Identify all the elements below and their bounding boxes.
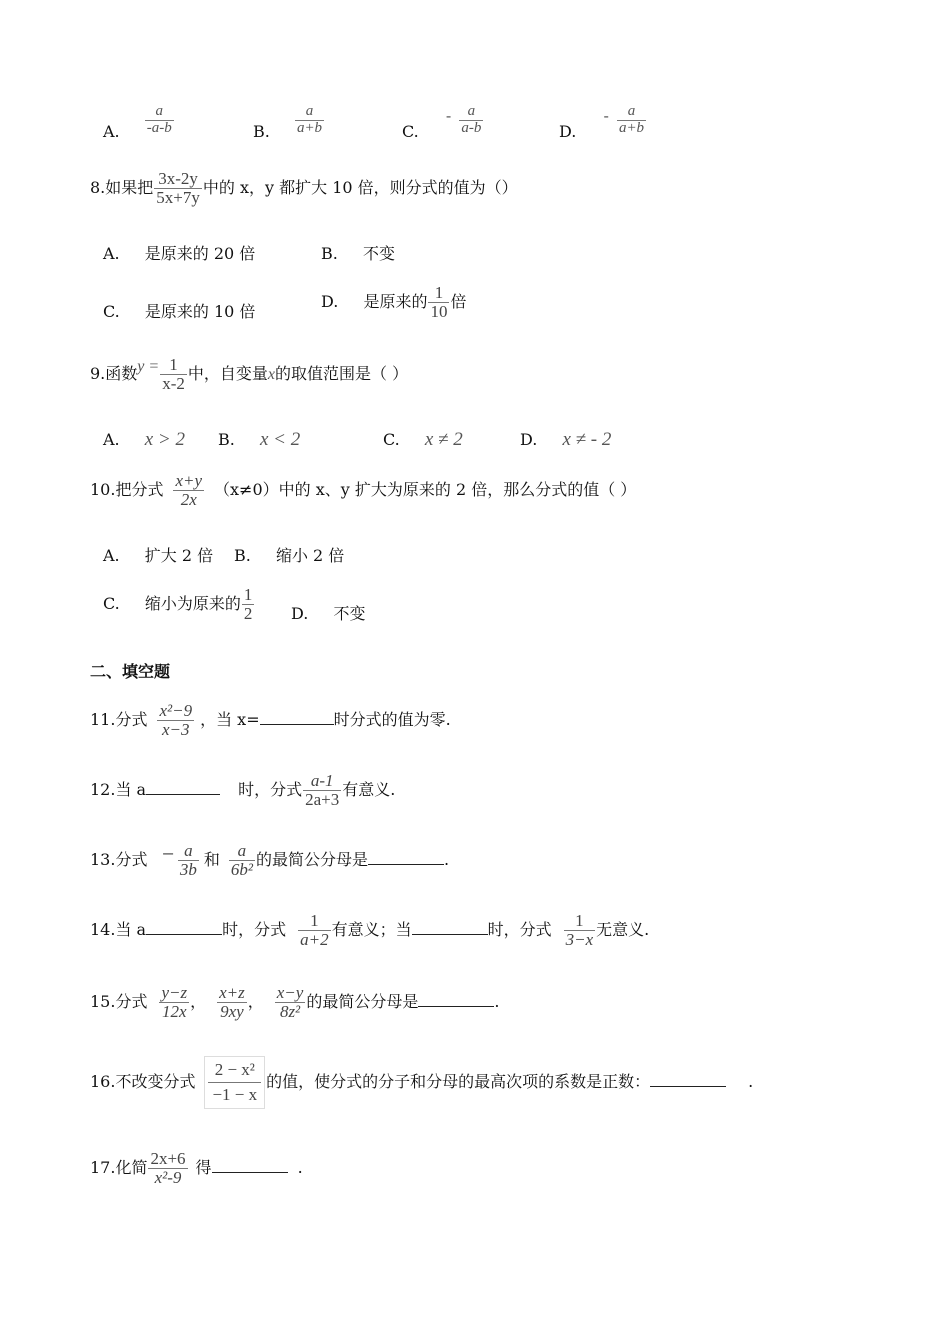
minus-sign: − xyxy=(161,843,175,863)
fraction xyxy=(148,1150,187,1187)
answer-blank[interactable] xyxy=(412,920,488,935)
fraction xyxy=(459,104,483,137)
numerator: 1 xyxy=(434,283,444,302)
variable-x: x xyxy=(267,365,275,383)
question-15 xyxy=(90,984,499,1021)
option-label: B. xyxy=(234,546,251,565)
option-label: D. xyxy=(291,604,309,623)
option-label: C. xyxy=(402,121,419,141)
question-text: 8.如果把 xyxy=(90,177,154,197)
question-9 xyxy=(90,356,408,393)
q10-option-c xyxy=(103,586,255,623)
question-text: 时，分式 xyxy=(487,919,552,939)
option-text: 不变 xyxy=(362,244,395,263)
question-text: 14.当 a xyxy=(90,919,147,939)
fraction xyxy=(154,170,202,207)
numerator: x−y xyxy=(276,983,304,1002)
question-11 xyxy=(90,702,451,739)
q7-option-d xyxy=(559,103,647,141)
fraction xyxy=(295,104,324,137)
question-text: 9.函数 xyxy=(90,363,138,383)
numerator: 2 − x² xyxy=(214,1060,255,1079)
q9-option-b xyxy=(218,430,300,449)
numerator: x²−9 xyxy=(159,701,193,720)
numerator: a xyxy=(467,103,476,119)
q7-option-a xyxy=(103,103,175,141)
numerator: x+z xyxy=(219,983,245,1002)
q8-option-c xyxy=(103,304,255,320)
question-text: 时，分式 xyxy=(238,779,303,799)
minus-sign: - xyxy=(445,105,452,125)
q10-option-b xyxy=(234,548,344,564)
numerator: a xyxy=(184,841,193,860)
option-text: 是原来的 20 倍 xyxy=(144,244,256,263)
question-10 xyxy=(90,472,636,509)
denominator: 2a+3 xyxy=(305,789,340,809)
numerator: a xyxy=(305,103,314,119)
question-text: 中的 x，y 都扩大 10 倍，则分式的值为（） xyxy=(202,177,518,197)
fraction xyxy=(204,1056,265,1109)
denominator: -a-b xyxy=(146,119,172,136)
question-14 xyxy=(90,912,649,949)
question-12 xyxy=(90,772,395,809)
fraction xyxy=(303,772,341,809)
question-text: 得 xyxy=(195,1157,212,1177)
question-text: 11.分式 xyxy=(90,709,148,729)
denominator: a+b xyxy=(618,119,645,136)
option-label: A. xyxy=(103,430,120,449)
fraction xyxy=(145,104,174,137)
q10-option-d xyxy=(291,606,365,622)
denominator: a-b xyxy=(461,119,482,136)
question-text: 的最简公分母是 xyxy=(306,991,419,1011)
q9-option-a xyxy=(103,430,185,449)
question-text: 12.当 a xyxy=(90,779,147,799)
q8-option-b xyxy=(321,246,395,262)
fraction xyxy=(217,984,247,1021)
option-text: 是原来的 10 倍 xyxy=(144,302,256,321)
numerator: 1 xyxy=(243,585,253,604)
y-equals: y = xyxy=(137,357,160,375)
option-math: x ≠ - 2 xyxy=(562,429,612,450)
denominator: x-2 xyxy=(162,373,185,393)
q9-option-d xyxy=(520,430,611,449)
option-math: x ≠ 2 xyxy=(424,429,463,450)
q7-option-b xyxy=(253,103,325,141)
q10-option-a xyxy=(103,548,213,564)
question-text: 时，分式 xyxy=(222,919,287,939)
fraction xyxy=(160,356,187,393)
question-text: 的最简公分母是 xyxy=(255,849,368,869)
answer-blank[interactable] xyxy=(418,992,494,1007)
question-17 xyxy=(90,1150,303,1187)
question-text: 的取值范围是（ ） xyxy=(274,363,409,383)
option-text: 缩小 2 倍 xyxy=(275,546,345,565)
question-text: 和 xyxy=(203,849,220,869)
question-text: ，当 x= xyxy=(200,709,260,729)
question-text: 无意义. xyxy=(596,919,650,939)
question-text: 10.把分式 xyxy=(90,479,164,499)
option-label: A. xyxy=(103,546,120,565)
denominator: 8z² xyxy=(275,1002,306,1021)
numerator: x+y xyxy=(175,471,203,490)
fraction xyxy=(275,984,306,1021)
q7-option-c xyxy=(402,103,484,141)
answer-blank[interactable] xyxy=(368,850,444,865)
question-text: . xyxy=(444,849,450,869)
option-label: D. xyxy=(321,291,339,311)
fraction xyxy=(173,472,204,509)
question-text: （x≠0）中的 x、y 扩大为原来的 2 倍，那么分式的值（ ） xyxy=(214,479,637,499)
denominator: 12x xyxy=(159,1002,189,1021)
option-math: x < 2 xyxy=(259,429,301,450)
minus-sign: - xyxy=(603,105,609,125)
fraction xyxy=(157,702,194,739)
numerator: a-1 xyxy=(310,771,334,790)
option-text: 倍 xyxy=(450,291,467,311)
option-label: A. xyxy=(103,121,120,141)
option-label: C. xyxy=(103,302,120,321)
denominator: −1 − x xyxy=(208,1082,261,1106)
numerator: 1 xyxy=(310,911,319,930)
question-text: . xyxy=(297,1157,303,1177)
fraction xyxy=(298,912,330,949)
question-text: 中，自变量 xyxy=(187,363,268,383)
answer-blank[interactable] xyxy=(260,710,334,725)
option-math: x > 2 xyxy=(144,429,185,450)
q8-option-d xyxy=(321,284,466,321)
question-text: 有意义. xyxy=(342,779,396,799)
option-label: D. xyxy=(520,430,538,449)
answer-blank[interactable] xyxy=(650,1072,726,1087)
numerator: a xyxy=(237,841,247,860)
separator: ， xyxy=(190,991,207,1011)
denominator: 10 xyxy=(430,301,448,321)
question-8 xyxy=(90,170,518,207)
question-text: 的值，使分式的分子和分母的最高次项的系数是正数： xyxy=(266,1071,651,1091)
fraction xyxy=(159,984,189,1021)
question-text: . xyxy=(748,1071,754,1091)
math-expression xyxy=(137,358,159,375)
fraction xyxy=(617,104,646,137)
answer-blank[interactable] xyxy=(146,780,220,795)
question-text: 17.化简 xyxy=(90,1157,148,1177)
option-text: 缩小为原来的 xyxy=(144,593,241,613)
numerator: 1 xyxy=(169,355,178,374)
fraction xyxy=(564,912,596,949)
option-text: 不变 xyxy=(333,604,366,623)
q8-option-a xyxy=(103,246,255,262)
denominator: 5x+7y xyxy=(156,187,200,207)
fraction xyxy=(428,284,449,321)
option-label: B. xyxy=(321,244,338,263)
numerator: 1 xyxy=(575,911,584,930)
q9-option-c xyxy=(383,430,463,449)
numerator: y−z xyxy=(161,983,188,1002)
section-title: 二、填空题 xyxy=(90,662,171,681)
denominator: a+b xyxy=(296,119,323,136)
question-text: 16.不改变分式 xyxy=(90,1071,196,1091)
denominator: 6b² xyxy=(230,859,253,879)
denominator: 2x xyxy=(173,490,204,509)
question-text: 时分式的值为零. xyxy=(333,709,451,729)
question-13 xyxy=(90,842,449,879)
option-label: C. xyxy=(103,593,120,613)
question-text: . xyxy=(494,991,500,1011)
denominator: 3b xyxy=(179,859,197,879)
option-label: B. xyxy=(253,121,270,141)
question-16 xyxy=(90,1056,753,1109)
numerator: a xyxy=(155,103,163,119)
numerator: 3x-2y xyxy=(158,169,198,188)
numerator: 2x+6 xyxy=(150,1149,186,1168)
fraction xyxy=(178,842,199,879)
option-text: 扩大 2 倍 xyxy=(144,546,214,565)
math-variable xyxy=(268,366,275,383)
option-text: 是原来的 xyxy=(363,291,428,311)
answer-blank[interactable] xyxy=(146,920,222,935)
answer-blank[interactable] xyxy=(212,1158,288,1173)
fraction xyxy=(229,842,255,879)
numerator: a xyxy=(627,103,636,119)
option-label: B. xyxy=(218,430,235,449)
denominator: 3−x xyxy=(565,929,594,949)
denominator: x²-9 xyxy=(148,1168,187,1187)
option-label: C. xyxy=(383,430,400,449)
fraction xyxy=(242,586,255,623)
question-text: 15.分式 xyxy=(90,991,148,1011)
denominator: x−3 xyxy=(157,720,194,739)
question-text: 有意义；当 xyxy=(331,919,412,939)
option-label: A. xyxy=(103,244,120,263)
denominator: 2 xyxy=(243,603,253,623)
denominator: a+2 xyxy=(300,929,329,949)
question-text: 13.分式 xyxy=(90,849,148,869)
denominator: 9xy xyxy=(217,1002,247,1021)
option-label: D. xyxy=(559,121,577,141)
separator: ， xyxy=(247,991,264,1011)
